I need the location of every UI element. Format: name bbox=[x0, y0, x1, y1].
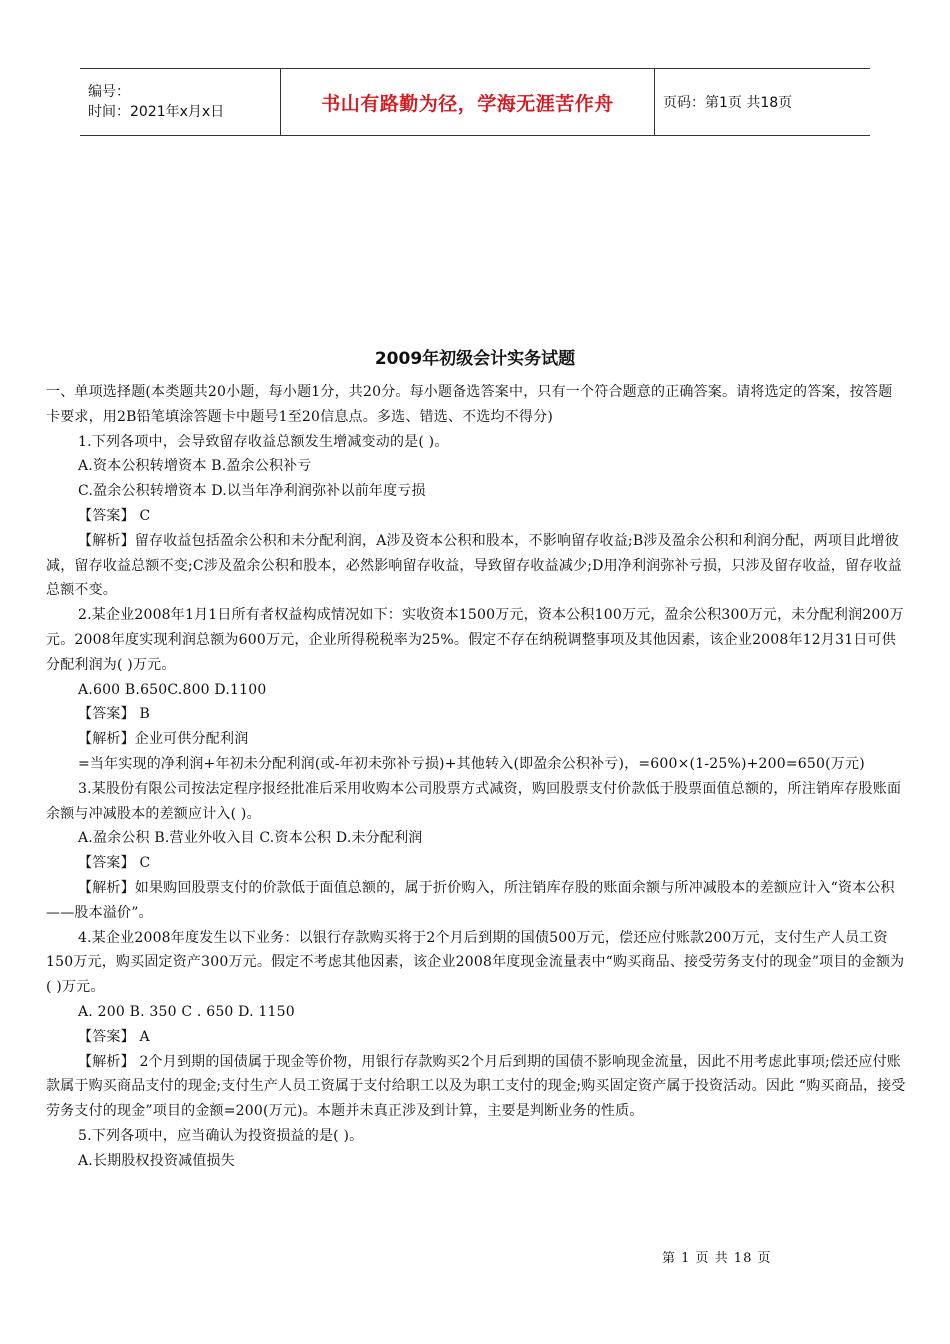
question-3-options: A.盈余公积 B.营业外收入目 C.资本公积 D.未分配利润 bbox=[78, 830, 423, 847]
question-2-explanation: 【解析】企业可供分配利润 bbox=[78, 731, 249, 748]
question-2-answer: 【答案】 B bbox=[78, 706, 150, 723]
question-2-formula: =当年实现的净利润+年初未分配利润(或-年初未弥补亏损)+其他转入(即盈余公积补亏)，=600×(1-25%)+200=650(万元) bbox=[78, 755, 865, 772]
page-footer: 第 1 页 共 18 页 bbox=[662, 1251, 772, 1266]
question-4-answer: 【答案】 A bbox=[78, 1028, 150, 1045]
document-number-label: 编号： bbox=[88, 84, 130, 100]
header-page-cell bbox=[655, 69, 870, 135]
header-meta bbox=[80, 69, 281, 135]
document-title: 2009年初级会计实务试题 bbox=[374, 349, 576, 369]
question-1: 1.下列各项中，会导致留存收益总额发生增减变动的是( )。 bbox=[78, 433, 449, 450]
question-4: 4.某企业2008年度发生以下业务：以银行存款购买将于2个月后到期的国债500万元，偿还应付账款200万元，支付生产人员工资150万元，购买固定资产300万元。假定不考虑其他因素，该企业2008年度现金流量表中“购买商品、接受劳务支付的现金”项目的金额为( )万元。 bbox=[46, 929, 905, 996]
question-5: 5.下列各项中，应当确认为投资损益的是( )。 bbox=[78, 1127, 364, 1144]
question-3-answer: 【答案】 C bbox=[78, 855, 151, 872]
section-intro: 一、单项选择题(本类题共20小题，每小题1分，共20分。每小题备选答案中，只有一个符合题意的正确答案。请将选定的答案，按答题卡要求，用2B铅笔填涂答题卡中题号1至20信息点。多选、错选、不选均不得分) bbox=[46, 384, 893, 425]
header-motto-cell bbox=[281, 69, 655, 135]
header-motto: 书山有路勤为径，学海无涯苦作舟 bbox=[321, 92, 614, 115]
question-3: 3.某股份有限公司按法定程序报经批准后采用收购本公司股票方式减资，购回股票支付价款低于股票面值总额的，所注销库存股账面余额与冲减股本的差额应计入( )。 bbox=[46, 780, 902, 822]
question-2-options: A.600 B.650C.800 D.1100 bbox=[78, 681, 267, 698]
question-2: 2.某企业2008年1月1日所有者权益构成情况如下：实收资本1500万元，资本公积100万元，盈余公积300万元，未分配利润200万元。2008年度实现利润总额为600万元，企业所得税税率为25%。假定不存在纳税调整事项及其他因素，该企业2008年12月31日可供分配利润为( )万元。 bbox=[46, 607, 904, 673]
question-4-explanation: 【解析】 2个月到期的国债属于现金等价物，用银行存款购买2个月后到期的国债不影响现金流量，因此不用考虑此事项;偿还应付账款属于购买商品支付的现金;支付生产人员工资属于支付给职工以及为职工支付的现金;购买固定资产属于投资活动。因此 “购买商品，接受劳务支付的现金”项目的金额=200(万元)。本题并未真正涉及到计算，主要是判断业务的性质。 bbox=[46, 1053, 906, 1120]
question-1-explanation: 【解析】留存收益包括盈余公积和未分配利润，A涉及资本公积和股本，不影响留存收益;B涉及盈余公积和利润分配，两项目此增彼减，留存收益总额不变;C涉及盈余公积和股本，必然影响留存收益，导致留存收益减少;D用净利润弥补亏损，只涉及留存收益，留存收益总额不变。 bbox=[46, 532, 902, 599]
question-4-options: A. 200 B. 350 C . 650 D. 1150 bbox=[78, 1003, 295, 1020]
document-body bbox=[46, 380, 906, 1174]
question-1-options-ab: A.资本公积转增资本 B.盈余公积补亏 bbox=[78, 458, 312, 475]
page-header bbox=[80, 68, 870, 136]
question-1-answer: 【答案】 C bbox=[78, 507, 151, 524]
document-date: 时间：2021年x月x日 bbox=[88, 104, 225, 120]
question-1-options-cd: C.盈余公积转增资本 D.以当年净利润弥补以前年度亏损 bbox=[78, 483, 426, 500]
question-3-explanation: 【解析】如果购回股票支付的价款低于面值总额的，属于折价购入，所注销库存股的账面余额与所冲减股本的差额应计入“资本公积——股本溢价”。 bbox=[46, 879, 895, 921]
header-page-number: 页码：第1页 共18页 bbox=[663, 95, 793, 111]
question-5-option-a: A.长期股权投资减值损失 bbox=[78, 1152, 235, 1169]
